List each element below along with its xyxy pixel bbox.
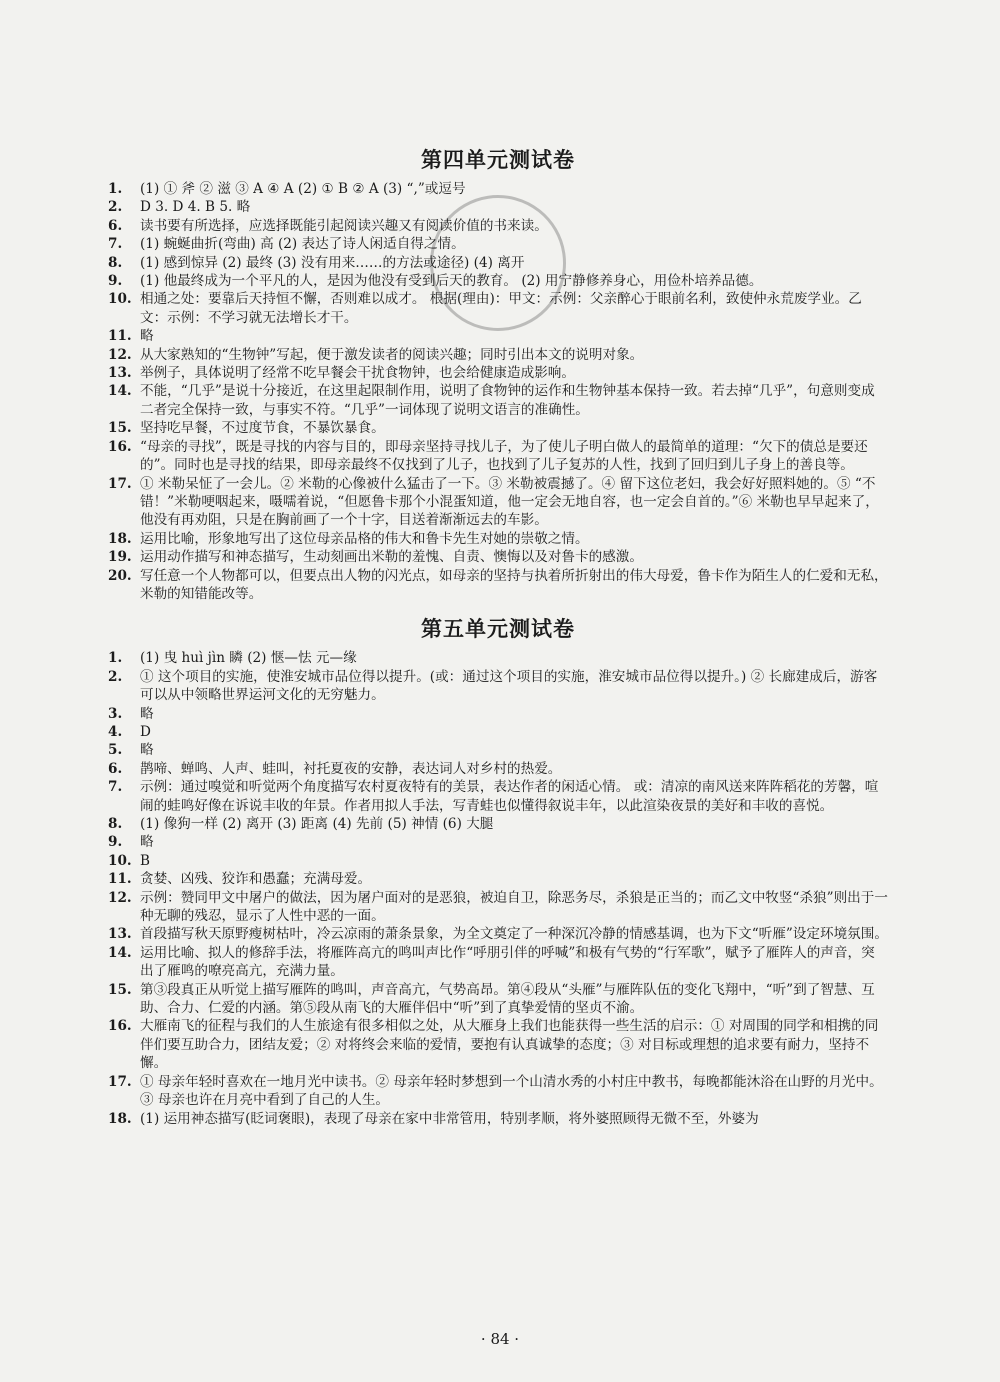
answer-item <box>108 419 888 437</box>
answer-number: 11. <box>108 328 132 345</box>
answer-item <box>108 705 888 723</box>
answer-item <box>108 760 888 778</box>
unit5-answers <box>108 649 888 1128</box>
answer-text: 读书要有所选择，应选择既能引起阅读兴趣又有阅读价值的书来读。 <box>140 217 548 234</box>
answer-item <box>108 254 888 272</box>
answer-text: 贪婪、凶残、狡诈和愚蠢；充满母爱。 <box>140 871 372 888</box>
page-number: · 84 · <box>480 1330 520 1348</box>
answer-text: 不能，“几乎”是说十分接近，在这里起限制作用，说明了食物钟的运作和生物钟基本保持一致。若去掉“几乎”，句意则变成二者完全保持一致，与事实不符。“几乎”一词体现了说明文语言的准确性。 <box>140 383 875 418</box>
answer-text: (1) 感到惊异 (2) 最终 (3) 没有用来……的方法或途径) (4) 离开 <box>140 254 525 271</box>
answer-number: 18. <box>108 1110 132 1127</box>
answer-number: 1. <box>108 650 123 667</box>
answer-item <box>108 567 888 604</box>
answer-text: 从大家熟知的“生物钟”写起，便于激发读者的阅读兴趣；同时引出本文的说明对象。 <box>140 346 644 363</box>
answer-number: 3. <box>108 705 123 722</box>
answer-number: 16. <box>108 438 132 455</box>
answer-number: 18. <box>108 530 132 547</box>
answer-item <box>108 346 888 364</box>
answer-item <box>108 382 888 419</box>
answer-number: 13. <box>108 365 132 382</box>
answer-item <box>108 180 888 198</box>
answer-item <box>108 1110 888 1128</box>
answer-item <box>108 723 888 741</box>
answer-item <box>108 290 888 327</box>
answer-text: 运用比喻、拟人的修辞手法，将雁阵高亢的鸣叫声比作“呼朋引伴的呼喊”和极有气势的“行军歌”，赋予了雁阵人的声音，突出了雁鸣的嘹亮高亢，充满力量。 <box>140 944 875 980</box>
answer-text: 略 <box>140 705 154 722</box>
answer-number: 15. <box>108 981 132 998</box>
answer-text: (1) 他最终成为一个平凡的人，是因为他没有受到后天的教育。 (2) 用宁静修养身心，用俭朴培养品德。 <box>140 273 763 290</box>
answer-number: 15. <box>108 420 132 437</box>
answer-number: 11. <box>108 871 132 888</box>
answer-number: 17. <box>108 1073 132 1090</box>
answer-text: (1) ① 斧 ② 滋 ③ A ④ A (2) ① B ② A (3) “,”或逗号 <box>140 181 466 197</box>
answer-item <box>108 649 888 667</box>
answer-item <box>108 1073 888 1110</box>
unit5-title: 第五单元测试卷 <box>421 617 575 642</box>
answer-text: 大雁南飞的征程与我们的人生旅途有很多相似之处，从大雁身上我们也能获得一些生活的启示：① 对周围的同学和相携的同伴们要互助合力，团结友爱；② 对将终会来临的爱情，要抱有认真诚挚的态度；③ 对目标或理想的追求要有耐力，坚持不懈。 <box>140 1018 879 1072</box>
answer-item <box>108 1017 888 1072</box>
answer-text: D <box>140 723 151 740</box>
answer-number: 5. <box>108 742 123 759</box>
answer-item <box>108 833 888 851</box>
answer-number: 2. <box>108 668 123 685</box>
answer-text: 写任意一个人物都可以，但要点出人物的闪光点，如母亲的坚持与执着所折射出的伟大母爱，鲁卡作为陌生人的仁爱和无私，米勒的知错能改等。 <box>140 567 888 602</box>
answer-number: 8. <box>108 816 123 832</box>
answer-item <box>108 944 888 981</box>
answer-item <box>108 235 888 253</box>
answer-number: 14. <box>108 944 132 961</box>
answer-number: 4. <box>108 723 123 740</box>
answer-number: 14. <box>108 383 132 400</box>
answer-number: 17. <box>108 475 132 492</box>
answer-text: ① 母亲年轻时喜欢在一地月光中读书。② 母亲年轻时梦想到一个山清水秀的小村庄中教书，每晚都能沐浴在山野的月光中。③ 母亲也许在月亮中看到了自己的人生。 <box>140 1073 883 1109</box>
answer-text: 坚持吃早餐，不过度节食，不暴饮暴食。 <box>140 420 385 437</box>
answer-item <box>108 327 888 345</box>
answer-text: 略 <box>140 328 154 345</box>
answer-number: 7. <box>108 779 123 796</box>
answer-text: 示例：赞同甲文中屠户的做法，因为屠户面对的是恶狼，被迫自卫，除恶务尽，杀狼是正当的；而乙文中牧竖“杀狼”则出于一种无聊的残忍，显示了人性中恶的一面。 <box>140 889 888 925</box>
answer-text: “母亲的寻找”，既是寻找的内容与目的，即母亲坚持寻找儿子，为了使儿子明白做人的最简单的道理：“欠下的债总是要还的”。同时也是寻找的结果，即母亲最终不仅找到了儿子，也找到了儿子复苏的人性，找到了回归到儿子身上的善良等。 <box>140 438 868 474</box>
answer-item <box>108 438 888 475</box>
answer-item <box>108 475 888 530</box>
answer-text: (1) 像狗一样 (2) 离开 (3) 距离 (4) 先前 (5) 神情 (6) 大腿 <box>140 816 494 832</box>
answer-text: (1) 运用神态描写(眨词褒眼)，表现了母亲在家中非常管用，特别孝顺，将外婆照顾得无微不至，外婆为 <box>140 1110 759 1127</box>
answer-text: 略 <box>140 742 154 759</box>
answer-number: 20. <box>108 567 132 584</box>
answer-number: 7. <box>108 236 123 253</box>
answer-item <box>108 889 888 926</box>
answer-number: 6. <box>108 217 123 234</box>
answer-item <box>108 815 888 833</box>
answer-item <box>108 272 888 290</box>
answer-text: 举例子，具体说明了经常不吃早餐会干扰食物钟，也会给健康造成影响。 <box>140 365 575 382</box>
answer-text: 运用比喻，形象地写出了这位母亲品格的伟大和鲁卡先生对她的崇敬之情。 <box>140 530 589 547</box>
unit4-title: 第四单元测试卷 <box>421 148 575 172</box>
answer-text: 略 <box>140 834 154 851</box>
answer-text: 示例：通过嗅觉和听觉两个角度描写农村夏夜特有的美景，表达作者的闲适心情。 或：清凉的南风送来阵阵稻花的芳馨，喧闹的蛙鸣好像在诉说丰收的年景。作者用拟人手法，写青蛙也似懂得叙说丰年，以此渲染夜景的美好和丰收的喜悦。 <box>140 779 879 814</box>
answer-text: 运用动作描写和神态描写，生动刻画出米勒的羞愧、自责、懊悔以及对鲁卡的感激。 <box>140 549 643 566</box>
answer-item <box>108 981 888 1018</box>
answer-item <box>108 741 888 759</box>
answer-text: ① 米勒呆怔了一会儿。② 米勒的心像被什么猛击了一下。③ 米勒被震撼了。④ 留下这位老妇，我会好好照料她的。⑤ “不错！”米勒哽咽起来，嗫嚅着说，“但愿鲁卡那个小混蛋知道，他一定会无地自容，也一定会自首的。”⑥ 米勒也早早起来了，他没有再劝阻，只是在胸前画了一个十字，目送着渐渐远去的车影。 <box>140 475 879 529</box>
answer-text: 相通之处：要靠后天持恒不懈，否则难以成才。 根据(理由)：甲文：示例：父亲醉心于眼前名利，致使仲永荒废学业。乙文：示例：不学习就无法增长才干。 <box>140 291 862 326</box>
answer-item <box>108 198 888 216</box>
answer-number: 2. <box>108 199 123 216</box>
answer-item <box>108 217 888 235</box>
answer-item <box>108 870 888 888</box>
answer-number: 19. <box>108 549 132 566</box>
answer-item <box>108 364 888 382</box>
answer-number: 9. <box>108 834 123 851</box>
answer-number: 8. <box>108 254 123 271</box>
answer-number: 12. <box>108 889 132 906</box>
answer-number: 10. <box>108 291 132 308</box>
answer-text: 第③段真正从听觉上描写雁阵的鸣叫，声音高亢，气势高昂。第④段从“头雁”与雁阵队伍的变化飞翔中，“听”到了智慧、互助、合力、仁爱的内涵。第⑤段从南飞的大雁伴侣中“听”到了真挚爱情的坚贞不渝。 <box>140 981 875 1017</box>
answer-item <box>108 778 888 815</box>
answer-item <box>108 852 888 870</box>
answer-text: 首段描写秋天原野瘦树枯叶，冷云凉雨的萧条景象，为全文奠定了一种深沉冷静的情感基调，也为下文“听雁”设定环境氛围。 <box>140 926 888 943</box>
answer-item <box>108 548 888 566</box>
answer-text: (1) 曳 huì jìn 瞵 (2) 惬—怯 元—缘 <box>140 650 357 667</box>
unit4-answers <box>108 180 888 603</box>
answer-number: 16. <box>108 1018 132 1035</box>
answer-number: 1. <box>108 181 123 197</box>
answer-text: B <box>140 852 150 869</box>
answer-number: 13. <box>108 926 132 943</box>
answer-number: 6. <box>108 760 123 777</box>
answer-text: 鹊啼、蝉鸣、人声、蛙叫，衬托夏夜的安静，表达词人对乡村的热爱。 <box>140 760 562 777</box>
document-page <box>108 138 888 1128</box>
answer-number: 12. <box>108 346 132 363</box>
answer-text: (1) 蜿蜒曲折(弯曲) 高 (2) 表达了诗人闲适自得之情。 <box>140 236 465 253</box>
answer-item <box>108 925 888 943</box>
answer-number: 9. <box>108 273 123 290</box>
answer-item <box>108 530 888 548</box>
answer-number: 10. <box>108 852 132 869</box>
answer-text: D 3. D 4. B 5. 略 <box>140 199 251 216</box>
answer-item <box>108 668 888 705</box>
answer-text: ① 这个项目的实施，使淮安城市品位得以提升。(或：通过这个项目的实施，淮安城市品位得以提升。) ② 长廊建成后，游客可以从中领略世界运河文化的无穷魅力。 <box>140 668 878 704</box>
